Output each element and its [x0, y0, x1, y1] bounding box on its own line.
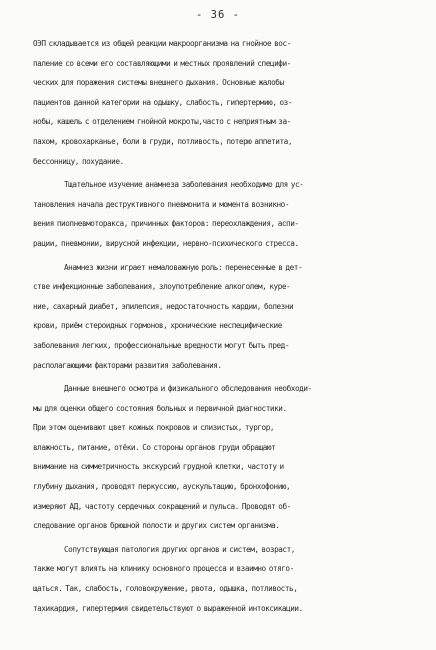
text-line: мы для оценки общего состояния больных и первичной диагностики.	[33, 403, 287, 413]
text-line: щаться. Так, слабость, головокружение, рвота, одышка, потливость,	[33, 584, 298, 594]
paragraph-3	[33, 258, 420, 376]
text-line: паление со всеми его составляющими и местных проявлений специфи-	[33, 58, 291, 68]
paragraph-5	[33, 540, 420, 618]
paragraph-1	[33, 34, 420, 171]
text-line: При этом оценивают цвет кожных покровов и слизистых, тургор,	[33, 423, 275, 433]
text-line: глубину дыхания, проводят перкуссию, аускультацию, бронхофонию,	[33, 482, 291, 492]
text-line: тановления начала деструктивного пневмонита и момента возникно-	[33, 199, 290, 209]
text-line: внимание на симметричность экскурсий грудной клетки, частоту и	[33, 462, 284, 472]
text-line: ние, сахарный диабет, эпилепсия, недостаточность кардии, болезни	[33, 301, 294, 311]
text-line: стве инфекционные заболевания, злоупотребление алкоголем, куре-	[33, 282, 291, 292]
text-line: Сопутствующая патология других органов и систем, возраст,	[64, 544, 295, 554]
text-line: крови, приём стероидных гормонов, хронические неспецифические	[33, 321, 282, 331]
text-line: ческих для поражения системы внешнего дыхания. Основные жалобы	[33, 78, 284, 88]
text-line: рации, пневмонии, вирусной инфекции, нервно-психического стресса.	[33, 238, 299, 248]
text-line: Данные внешнего осмотра и физикального обследования необходи-	[64, 384, 312, 394]
text-line: Анамнез жизни играет немаловажную роль: перенесенные в дет-	[64, 262, 303, 272]
paragraph-2	[33, 175, 420, 253]
paragraph-4	[33, 379, 420, 536]
text-line: Тщательное изучение анамнеза заболевания необходимо для ус-	[64, 180, 304, 190]
text-line: бессонницу, похудание.	[33, 156, 124, 166]
text-line: ОЭП складывается из общей реакции макроорганизма на гнойное вос-	[33, 39, 291, 48]
text-line: пациентов данной категории на одышку, слабость, гипертермию, оз-	[33, 97, 293, 107]
text-line: заболевания легких, профессиональные вредности могут быть пред-	[33, 340, 290, 350]
text-line: располагающими факторами развития заболевания.	[33, 360, 222, 370]
text-line: тахикардия, гипертермия свидетельствуют о выраженной интоксикации.	[33, 603, 303, 613]
text-line: также могут влиять на клинику основного процесса и взаимно отяго-	[33, 564, 294, 574]
text-line: влажность, питание, отёки. Со стороны органов груди обращают	[33, 442, 276, 452]
text-line: нобы, кашель с отделением гнойной мокроты,часто с неприятным за-	[33, 117, 291, 127]
text-line: пахом, кровохарканье, боли в груди, потливость, потерю аппетита,	[33, 136, 293, 146]
document-body	[33, 34, 420, 618]
text-line: следование органов брюшной полости и других систем организма.	[33, 521, 280, 531]
text-line: измеряют АД, частоту сердечных сокращений и пульса. Проводят об-	[33, 501, 291, 511]
page-number: - 36 -	[196, 9, 240, 21]
text-line: вения пиопневмоторакса, причинных факторов: переохлаждения, аспи-	[33, 219, 299, 229]
